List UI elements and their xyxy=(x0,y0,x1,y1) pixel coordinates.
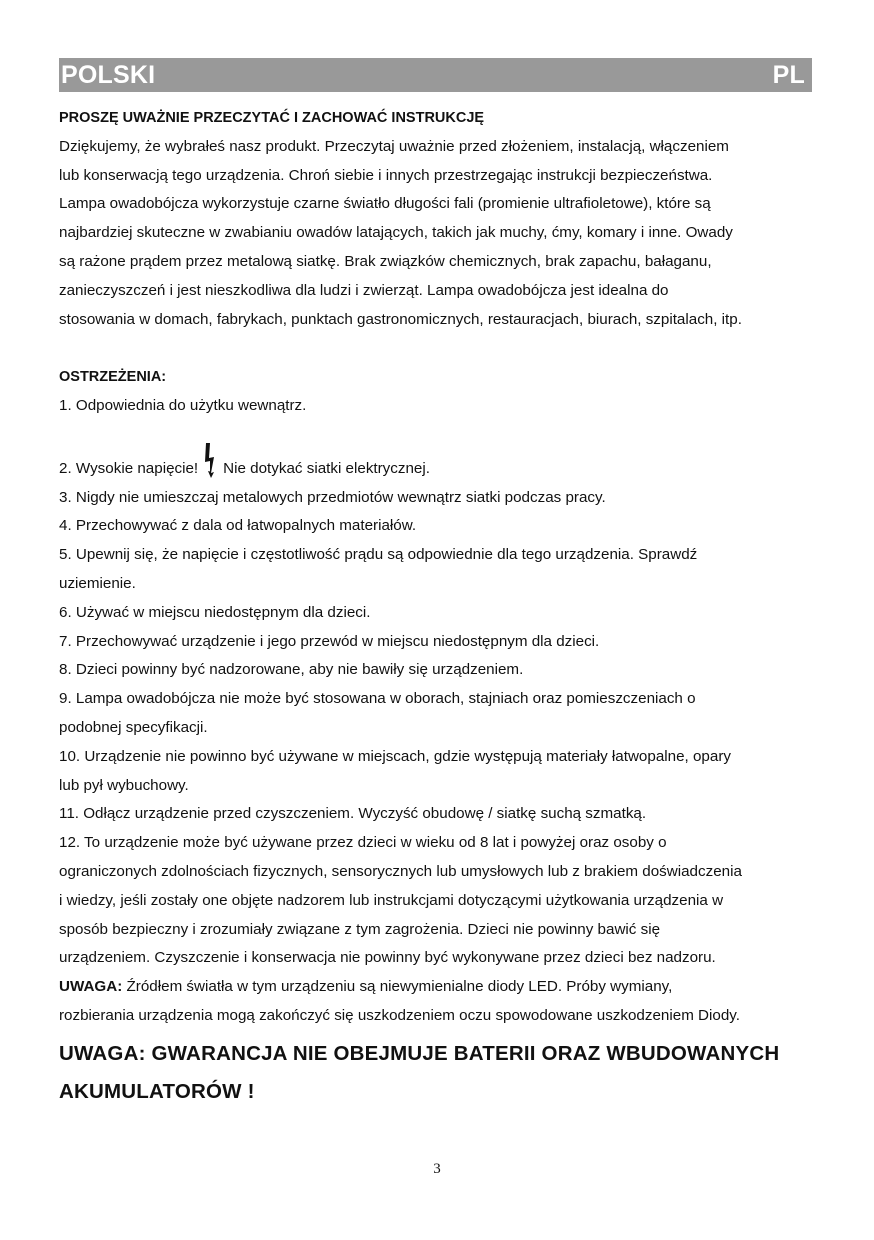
warning-item-9: 9. Lampa owadobójcza nie może być stosowana w oborach, stajniach oraz pomieszczeniach o xyxy=(59,690,696,708)
language-code: PL xyxy=(772,60,805,89)
intro-line: zanieczyszczeń i jest nieszkodliwa dla ludzi i zwierząt. Lampa owadobójcza jest idealna do xyxy=(59,281,669,299)
warning-item-10: 10. Urządzenie nie powinno być używane w miejscach, gdzie występują materiały łatwopalne, opary xyxy=(59,747,731,765)
intro-line: Dziękujemy, że wybrałeś nasz produkt. Przeczytaj uważnie przed złożeniem, instalacją, włączeniem xyxy=(59,137,729,155)
intro-heading: PROSZĘ UWAŻNIE PRZECZYTAĆ I ZACHOWAĆ INSTRUKCJĘ xyxy=(59,110,485,126)
warning-item-12-cont: urządzeniem. Czyszczenie i konserwacja nie powinny być wykonywane przez dzieci bez nadzoru. xyxy=(59,949,716,967)
high-voltage-icon xyxy=(201,441,221,479)
intro-line: lub konserwacją tego urządzenia. Chroń siebie i innych przestrzegając instrukcji bezpieczeństwa. xyxy=(59,166,713,184)
language-header-bar xyxy=(59,58,812,92)
notice-text: Źródłem światła w tym urządzeniu są niewymienialne diody LED. Próby wymiany, xyxy=(126,978,673,996)
warning-item-2-text: Nie dotykać siatki elektrycznej. xyxy=(223,459,430,477)
intro-line: najbardziej skuteczne w zwabianiu owadów latających, takich jak muchy, ćmy, komary i inne. Owady xyxy=(59,224,733,242)
warning-item-5-cont: uziemienie. xyxy=(59,574,136,592)
page-number: 3 xyxy=(433,1161,441,1177)
warning-item-12-cont: ograniczonych zdolnościach fizycznych, sensorycznych lub umysłowych lub z brakiem doświadczenia xyxy=(59,862,742,880)
warning-item-11: 11. Odłącz urządzenie przed czyszczeniem. Wyczyść obudowę / siatkę suchą szmatką. xyxy=(59,805,647,823)
warning-item-10-cont: lub pył wybuchowy. xyxy=(59,776,189,794)
intro-line: są rażone prądem przez metalową siatkę. Brak związków chemicznych, brak zapachu, bałaganu, xyxy=(59,252,712,270)
guarantee-warning: UWAGA: GWARANCJA NIE OBEJMUJE BATERII ORAZ WBUDOWANYCH xyxy=(59,1041,780,1065)
warnings-heading: OSTRZEŻENIA: xyxy=(59,369,167,386)
warning-item-3: 3. Nigdy nie umieszczaj metalowych przedmiotów wewnątrz siatki podczas pracy. xyxy=(59,488,606,506)
warning-item-7: 7. Przechowywać urządzenie i jego przewód w miejscu niedostępnym dla dzieci. xyxy=(59,632,600,650)
warning-item-9-cont: podobnej specyfikacji. xyxy=(59,718,208,736)
warning-item-12: 12. To urządzenie może być używane przez dzieci w wieku od 8 lat i powyżej oraz osoby o xyxy=(59,834,667,852)
led-notice-cont: rozbierania urządzenia mogą zakończyć się uszkodzeniem oczu spowodowane uszkodzeniem Diody. xyxy=(59,1006,740,1024)
warning-item-8: 8. Dzieci powinny być nadzorowane, aby nie bawiły się urządzeniem. xyxy=(59,661,524,679)
warning-item-1: 1. Odpowiednia do użytku wewnątrz. xyxy=(59,396,307,414)
section-spacer xyxy=(59,334,819,363)
language-title: POLSKI xyxy=(61,60,156,89)
intro-line: stosowania w domach, fabrykach, punktach gastronomicznych, restauracjach, biurach, szpitalach, itp. xyxy=(59,310,742,328)
warning-item-5: 5. Upewnij się, że napięcie i częstotliwość prądu są odpowiednie dla tego urządzenia. Sprawdź xyxy=(59,546,698,564)
warning-item-6: 6. Używać w miejscu niedostępnym dla dzieci. xyxy=(59,603,371,621)
warning-item-4: 4. Przechowywać z dala od łatwopalnych materiałów. xyxy=(59,517,417,535)
led-notice xyxy=(59,973,819,1002)
warning-item-12-cont: sposób bezpieczny i zrozumiały związane z tym zagrożenia. Dzieci nie powinny bawić się xyxy=(59,920,661,938)
warning-item-2 xyxy=(59,441,819,484)
notice-label: UWAGA: xyxy=(59,978,123,996)
guarantee-warning-cont: AKUMULATORÓW ! xyxy=(59,1079,255,1103)
warning-item-2-prefix: 2. Wysokie napięcie! xyxy=(59,459,199,477)
warning-item-12-cont: i wiedzy, jeśli zostały one objęte nadzorem lub instrukcjami dotyczącymi użytkowania urządzenia w xyxy=(59,891,724,909)
intro-line: Lampa owadobójcza wykorzystuje czarne światło długości fali (promienie ultrafioletowe), które są xyxy=(59,195,711,213)
instructions-content xyxy=(59,104,819,1111)
